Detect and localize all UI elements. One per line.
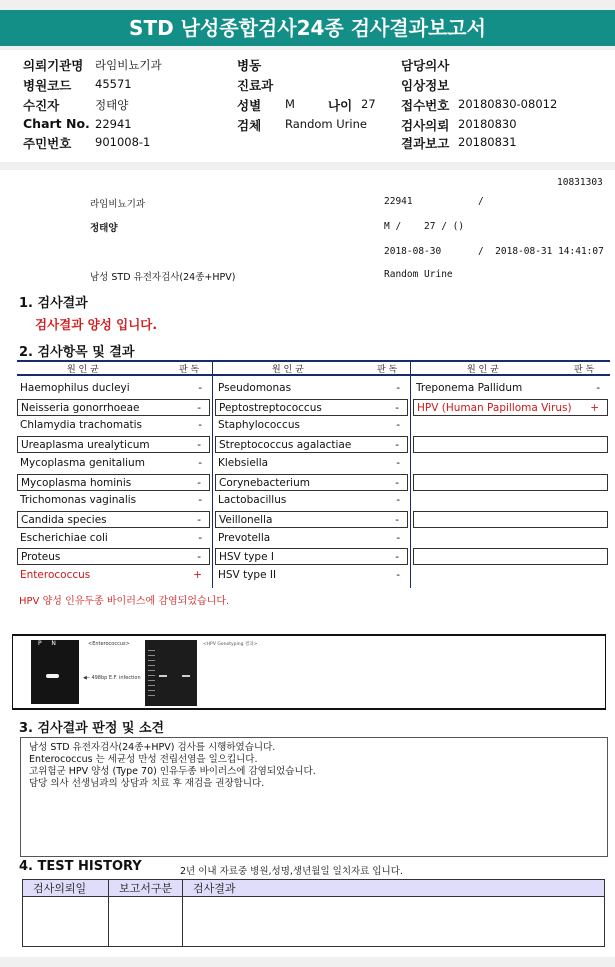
pathogen-result: + — [590, 401, 599, 414]
pathogen-result: - — [395, 551, 399, 564]
pathogen-name: Peptostreptococcus — [219, 401, 322, 414]
pathogen-result: - — [197, 401, 201, 414]
history-header-row — [23, 880, 605, 897]
slash: / — [478, 196, 484, 207]
header-value: 45571 — [95, 77, 132, 91]
header-label: 담당의사 — [401, 58, 450, 73]
table-header — [17, 360, 610, 376]
header-label: 수진자 — [23, 98, 60, 113]
header-value: 22941 — [95, 117, 132, 131]
pathogen-row — [17, 474, 210, 491]
pathogen-name: Treponema Pallidum — [416, 382, 523, 394]
pathogen-name: Veillonella — [219, 513, 273, 526]
pathogen-row — [215, 511, 408, 528]
gel-lane-labels: P N — [38, 640, 57, 647]
specimen: Random Urine — [384, 269, 453, 280]
pathogen-name: Mycoplasma genitalium — [20, 456, 145, 469]
pathogen-row — [17, 399, 210, 416]
pathogen-name: HSV type II — [218, 569, 277, 581]
pathogen-row — [17, 530, 210, 547]
pathogen-name: Trichomonas vaginalis — [20, 494, 137, 507]
pathogen-result: - — [396, 382, 400, 394]
section4-heading: 4. TEST HISTORY — [19, 859, 142, 874]
col-result-header: 판 독 — [179, 365, 200, 375]
pathogen-name: Proteus — [21, 551, 61, 564]
pathogen-row — [215, 548, 408, 565]
history-cell — [109, 897, 183, 947]
col-result-header: 판 독 — [377, 365, 398, 375]
report-title: STD 남성종합검사24종 검사결과보고서 — [0, 10, 615, 46]
pathogen-result: - — [198, 456, 202, 469]
pathogen-row-empty — [413, 474, 608, 491]
header-label: 의뢰기관명 — [23, 58, 84, 73]
pathogen-name: Pseudomonas — [218, 382, 292, 394]
pathogen-result: - — [395, 476, 399, 489]
pathogen-name: Candida species — [21, 513, 107, 526]
pathogen-row — [413, 380, 608, 397]
header-label: 병동 — [237, 58, 262, 73]
col-pathogen-header: 원 인 균 — [272, 365, 304, 375]
pathogen-row — [215, 567, 408, 584]
pathogen-result: - — [596, 382, 600, 394]
opinion-line: Enterococcus 는 세균성 만성 전립선염을 일으킵니다. — [29, 754, 258, 765]
header-label: 성별 — [237, 98, 262, 113]
pathogen-name: Mycoplasma hominis — [21, 476, 132, 489]
date-request: 2018-08-30 — [384, 246, 442, 257]
clinic-name: 라임비뇨기과 — [90, 199, 146, 210]
section1-heading: 1. 검사결과 — [19, 296, 88, 311]
header-label: 결과보고 — [401, 136, 450, 151]
pathogen-result: - — [198, 382, 202, 394]
pathogen-name: Chlamydia trachomatis — [20, 419, 143, 432]
gel-band — [182, 675, 190, 677]
pathogen-result: - — [197, 551, 201, 564]
pathogen-result: - — [396, 494, 400, 507]
chart-no: 22941 — [384, 196, 413, 207]
opinion-line: 고위험군 HPV 양성 (Type 70) 인유두종 바이러스에 감염되었습니다. — [29, 766, 316, 777]
history-col-request-date: 검사의뢰일 — [23, 880, 109, 897]
sex-age: M / 27 / () — [384, 221, 465, 232]
pathogen-row — [17, 380, 210, 397]
header-info — [0, 50, 615, 162]
date-report: / 2018-08-31 14:41:07 — [478, 246, 604, 257]
pathogen-name: HSV type I — [219, 551, 274, 564]
gel-left-caption: <Enterococcus> — [88, 641, 130, 647]
header-label: 병원코드 — [23, 78, 72, 93]
pathogen-row — [215, 492, 408, 509]
pathogen-name: Staphylococcus — [218, 419, 300, 432]
pathogen-row — [17, 567, 210, 584]
hpv-note: HPV 양성 인유두종 바이러스에 감염되었습니다. — [19, 596, 230, 607]
pathogen-row — [215, 399, 408, 416]
pathogen-row-empty — [413, 511, 608, 528]
pathogen-result: - — [396, 419, 400, 432]
header-label: 나이 — [328, 98, 353, 113]
history-cell — [183, 897, 605, 947]
gel-image-enterococcus — [31, 640, 79, 704]
pathogen-row — [413, 399, 608, 416]
column-divider — [410, 360, 411, 588]
opinion-line: 남성 STD 유전자검사(24종+HPV) 검사를 시행하였습니다. — [29, 742, 276, 753]
gel-images — [12, 634, 606, 710]
pathogen-row — [17, 511, 210, 528]
history-table — [22, 879, 605, 947]
pathogen-row — [215, 530, 408, 547]
gel-band-label: ◀─ 498bp E.F. infection — [83, 675, 141, 681]
gel-band — [46, 674, 59, 678]
header-value: 정태양 — [95, 98, 129, 112]
pathogen-result: - — [198, 419, 202, 432]
pathogen-row-empty — [413, 548, 608, 565]
pathogen-result: - — [395, 513, 399, 526]
col-result-header: 판 독 — [574, 365, 595, 375]
pathogen-result: - — [197, 476, 201, 489]
pathogen-name: Corynebacterium — [219, 476, 310, 489]
test-name: 남성 STD 유전자검사(24종+HPV) — [90, 272, 236, 283]
gel-image-hpv — [145, 640, 197, 706]
pathogen-name: Ureaplasma urealyticum — [21, 439, 150, 452]
col-pathogen-header: 원 인 균 — [467, 365, 499, 375]
history-row — [23, 897, 605, 947]
history-cell — [23, 897, 109, 947]
page-code: 10831303 — [557, 177, 603, 188]
pathogen-row — [215, 436, 408, 453]
pathogen-name: Streptococcus agalactiae — [219, 439, 352, 452]
header-label: 주민번호 — [23, 136, 72, 151]
pathogen-result: - — [198, 494, 202, 507]
pathogen-name: Klebsiella — [218, 456, 269, 469]
header-label: 진료과 — [237, 78, 274, 93]
header-value: M — [285, 97, 295, 111]
history-note: 2년 이내 자료중 병원,성명,생년월일 일치자료 입니다. — [180, 866, 403, 877]
header-label: 검체 — [237, 118, 262, 133]
pathogen-result: - — [396, 569, 400, 581]
header-value: 901008-1 — [95, 135, 151, 149]
pathogen-name: Enterococcus — [20, 569, 91, 581]
pathogen-name: Neisseria gonorrhoeae — [21, 401, 140, 414]
pathogen-name: Prevotella — [218, 531, 271, 544]
overall-result: 검사결과 양성 입니다. — [35, 317, 158, 332]
opinion-box — [20, 737, 608, 857]
pathogen-name: Haemophilus ducleyi — [20, 382, 130, 394]
section3-heading: 3. 검사결과 판정 및 소견 — [19, 721, 165, 736]
history-col-report-type: 보고서구분 — [109, 880, 183, 897]
pathogen-row — [215, 417, 408, 434]
pathogen-row — [215, 380, 408, 397]
pathogen-result: - — [396, 531, 400, 544]
pathogen-row — [215, 474, 408, 491]
pathogen-row — [17, 417, 210, 434]
pathogen-name: Lactobacillus — [218, 494, 287, 507]
col-pathogen-header: 원 인 균 — [67, 365, 99, 375]
header-value: 20180831 — [458, 135, 517, 149]
header-value: 27 — [361, 97, 376, 111]
gel-right-caption: <HPV Genotyping 결과> — [203, 642, 258, 647]
gel-ladder — [148, 646, 155, 696]
opinion-line: 담당 의사 선생님과의 상담과 치료 후 재검을 권장합니다. — [29, 778, 265, 789]
pathogen-row — [17, 492, 210, 509]
gel-band — [159, 675, 167, 677]
pathogen-result: - — [197, 513, 201, 526]
pathogen-row — [215, 455, 408, 472]
pathogen-row — [17, 436, 210, 453]
history-col-result: 검사결과 — [183, 880, 605, 897]
pathogen-result: - — [395, 439, 399, 452]
header-label: Chart No. — [23, 116, 90, 131]
header-label: 접수번호 — [401, 98, 450, 113]
header-label: 검사의뢰 — [401, 118, 450, 133]
column-divider — [212, 360, 213, 588]
pathogen-result: - — [198, 531, 202, 544]
header-value: Random Urine — [285, 117, 367, 131]
pathogen-result: - — [396, 456, 400, 469]
pathogen-row — [17, 455, 210, 472]
pathogen-name: HPV (Human Papilloma Virus) — [417, 401, 572, 414]
header-value: 20180830-08012 — [458, 97, 558, 111]
header-value: 20180830 — [458, 117, 517, 131]
section2-heading: 2. 검사항목 및 결과 — [19, 345, 135, 360]
pathogen-row — [17, 548, 210, 565]
pathogen-result: + — [193, 569, 202, 581]
pathogen-result: - — [395, 401, 399, 414]
header-label: 임상정보 — [401, 78, 450, 93]
patient-name: 정태양 — [90, 223, 118, 234]
pathogen-name: Escherichiae coli — [20, 531, 108, 544]
header-value: 라임비뇨기과 — [95, 58, 162, 72]
pathogen-result: - — [197, 439, 201, 452]
pathogen-row-empty — [413, 436, 608, 453]
